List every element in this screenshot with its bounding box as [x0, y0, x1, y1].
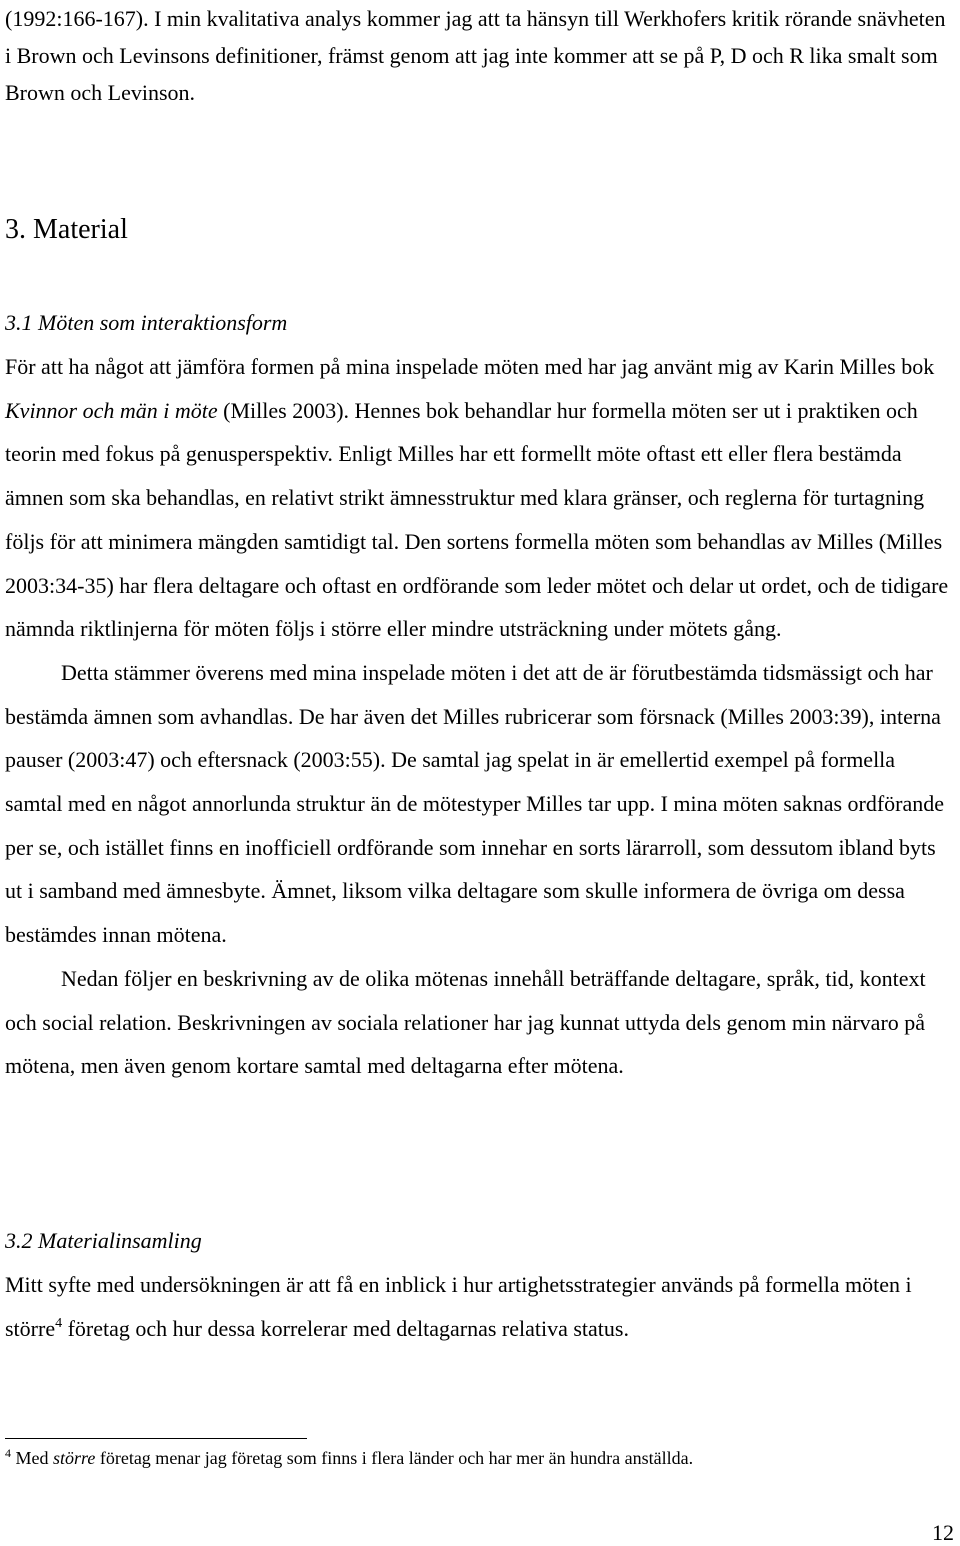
section-heading: 3. Material — [5, 214, 128, 245]
book-title: Kvinnor och män i möte — [5, 397, 218, 423]
footnote-separator — [5, 1438, 307, 1439]
footnote-marker: 4 — [5, 1446, 11, 1460]
paragraph-text: företag och hur dessa korrelerar med deltagarnas relativa status. — [62, 1315, 629, 1341]
page-number: 12 — [932, 1520, 954, 1545]
subsection-heading-3-2: 3.2 Materialinsamling — [5, 1228, 202, 1253]
subsection-3-1-body — [5, 345, 957, 1088]
paragraph — [5, 1263, 957, 1350]
footnote-text: företag menar jag företag som finns i flera länder och har mer än hundra anställda. — [95, 1448, 694, 1468]
paragraph: Nedan följer en beskrivning av de olika mötenas innehåll beträffande deltagare, språk, tid, kontext och social relation. Beskrivningen av sociala relationer har jag kunnat uttyda dels genom min närvaro på mötena, men även genom kortare samtal med deltagarna efter mötena. — [5, 965, 926, 1079]
paragraph — [5, 345, 957, 651]
paragraph-text: För att ha något att jämföra formen på mina inspelade möten med har jag använt mig av Karin Milles bok — [5, 354, 935, 379]
paragraph: Detta stämmer överens med mina inspelade möten i det att de är förutbestämda tidsmässigt och har bestämda ämnen som avhandlas. De har även det Milles rubricerar som försnack (Milles 2003:39), interna pauser (2003:47) och eftersnack (2003:55). De samtal jag spelat in är emellertid exempel på formella samtal med en något annorlunda struktur än de mötestyper Milles tar upp. I mina möten saknas ordförande per se, och istället finns en inofficiell ordförande som innehar en sorts lärarroll, som dessutom ibland byts ut i samband med ämnesbyte. Ämnet, liksom vilka deltagare som skulle informera de övriga om dessa bestämdes innan mötena. — [5, 659, 945, 948]
paragraph-text: (Milles 2003). Hennes bok behandlar hur formella möten ser ut i praktiken och teorin med fokus på genusperspektiv. Enligt Milles har ett formellt möte oftast ett eller flera bestämda ämnen som ska behandlas, en relativt strikt ämnesstruktur med klara gränser, och reglerna för turtagning följs för att minimera mängden samtidigt tal. Den sortens formella möten som behandlas av Milles (Milles 2003:34-35) har flera deltagare och oftast en ordförande som leder mötet och delar ut ordet, och de tidigare nämnda riktlinjerna för möten följs i större eller mindre utsträckning under mötets gång. — [5, 397, 949, 642]
footnote — [5, 1446, 693, 1470]
intro-paragraph: (1992:166-167). I min kvalitativa analys kommer jag att ta hänsyn till Werkhofers kritik rörande snävheten i Brown och Levinsons definitioner, främst genom att jag inte kommer att se på P, D och R lika smalt som Brown och Levinson. — [5, 6, 946, 105]
subsection-heading-3-1: 3.1 Möten som interaktionsform — [5, 310, 288, 335]
footnote-text: Med — [11, 1448, 53, 1468]
paragraph-text: Mitt syfte med undersökningen är att få en inblick i hur artighetsstrategier används på formella möten i större — [5, 1272, 912, 1341]
subsection-3-2-body — [5, 1263, 957, 1350]
footnote-reference: 4 — [55, 1315, 63, 1331]
footnote-emphasis: större — [53, 1448, 96, 1468]
